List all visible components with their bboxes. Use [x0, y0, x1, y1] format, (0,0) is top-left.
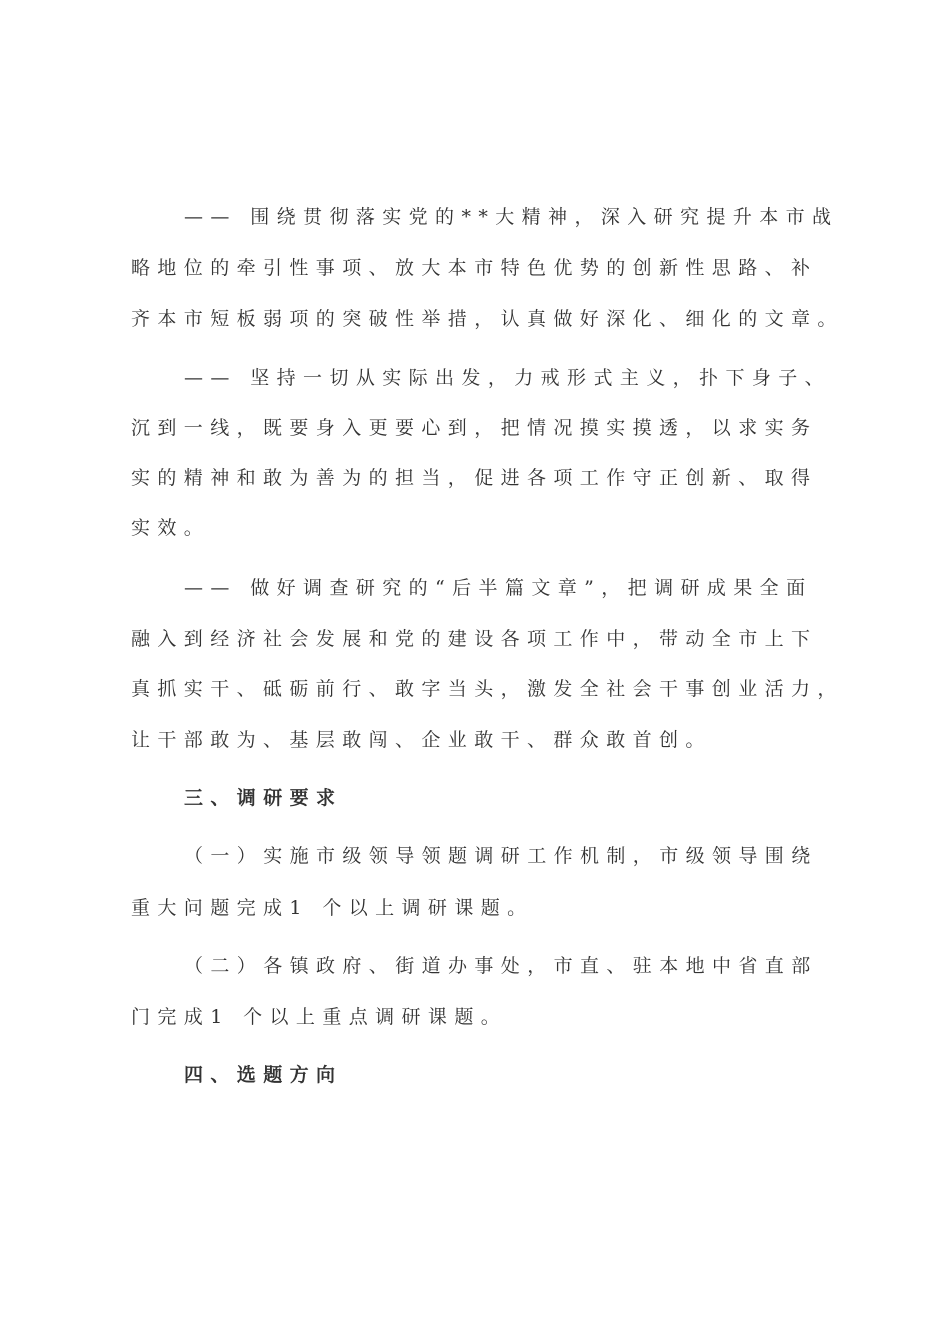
- section-3-heading: 三、调研要求: [184, 787, 343, 809]
- paragraph-1-line-1: —— 围绕贯彻落实党的**大精神，深入研究提升本市战: [184, 206, 839, 228]
- paragraph-1-line-3: 齐本市短板弱项的突破性举措，认真做好深化、细化的文章。: [131, 308, 844, 330]
- section-4-heading: 四、选题方向: [184, 1064, 343, 1086]
- paragraph-2-line-1: —— 坚持一切从实际出发，力戒形式主义，扑下身子、: [184, 367, 832, 389]
- paragraph-3-line-1: —— 做好调查研究的“后半篇文章”，把调研成果全面: [184, 577, 813, 599]
- paragraph-2-line-4: 实效。: [131, 517, 211, 539]
- paragraph-3-line-4: 让干部敢为、基层敢闯、企业敢干、群众敢首创。: [131, 729, 712, 751]
- section-3-item-2-line-1: （二）各镇政府、街道办事处，市直、驻本地中省直部: [184, 955, 818, 977]
- paragraph-2-line-2: 沉到一线，既要身入更要心到，把情况摸实摸透，以求实务: [131, 417, 818, 439]
- paragraph-2-line-3: 实的精神和敢为善为的担当，促进各项工作守正创新、取得: [131, 467, 818, 489]
- paragraph-3-line-2: 融入到经济社会发展和党的建设各项工作中，带动全市上下: [131, 628, 818, 650]
- paragraph-1-line-2: 略地位的牵引性事项、放大本市特色优势的创新性思路、补: [131, 257, 818, 279]
- section-3-item-1-line-2: 重大问题完成1 个以上调研课题。: [131, 897, 534, 919]
- paragraph-3-line-3: 真抓实干、砥砺前行、敢字当头，激发全社会干事创业活力，: [131, 678, 844, 700]
- section-3-item-2-line-2: 门完成1 个以上重点调研课题。: [131, 1006, 508, 1028]
- section-3-item-1-line-1: （一）实施市级领导领题调研工作机制，市级领导围绕: [184, 845, 818, 867]
